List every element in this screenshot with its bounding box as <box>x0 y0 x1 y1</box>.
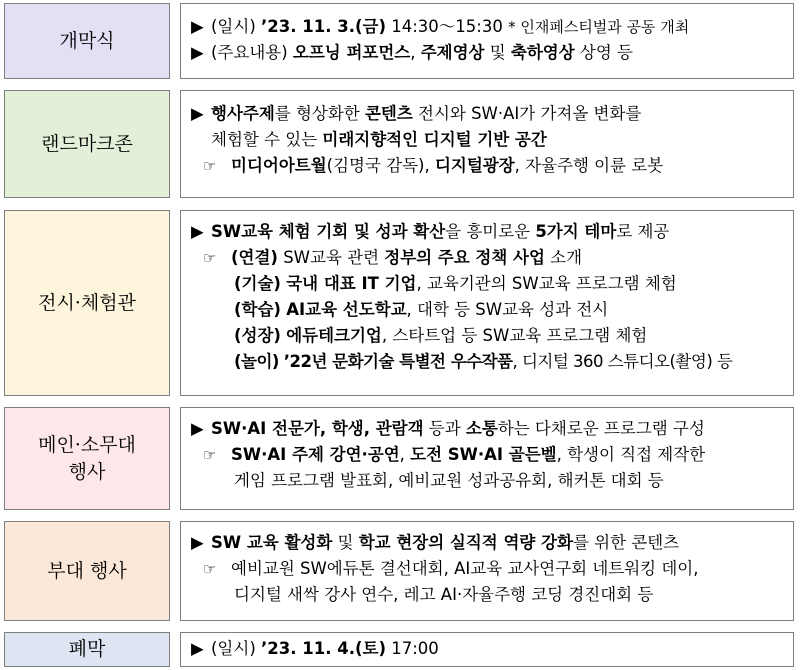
text-bold: SW·AI 전문가, 학생, 관람객 <box>211 419 424 438</box>
text-bold: ’22년 문화기술 특별전 우수작품 <box>283 352 513 371</box>
text: , 디지털 360 스튜디오(촬영) 등 <box>512 352 733 371</box>
text: 및 <box>484 43 511 62</box>
triangle-bullet-icon: ▶ <box>191 104 204 123</box>
row-closing <box>0 632 800 667</box>
main-line-3 <box>191 468 783 494</box>
text: 상영 등 <box>574 43 633 62</box>
text: 게임 프로그램 발표회, 예비교원 성과공유회, 해커톤 대회 등 <box>234 471 664 490</box>
row-side-events <box>0 521 800 621</box>
exhibit-line-6 <box>191 349 783 375</box>
exhibit-line-4 <box>191 297 783 323</box>
text-bold: 콘텐츠 <box>364 104 413 123</box>
row-opening <box>0 3 800 79</box>
text: , 교육기관의 SW교육 프로그램 체험 <box>416 274 677 293</box>
text-bold: SW교육 체험 기회 및 성과 확산 <box>211 222 446 241</box>
text: 등과 <box>423 419 466 438</box>
label-opening <box>4 3 170 79</box>
text: 하는 다채로운 프로그램 구성 <box>497 419 705 438</box>
label-side-events-text: 부대 행사 <box>47 559 127 582</box>
content-exhibit <box>180 210 794 396</box>
row-exhibit <box>0 210 800 396</box>
text-bold: 에듀테크기업 <box>286 326 382 345</box>
label-main-stage-line-1: 메인·소무대 <box>38 433 136 456</box>
label-exhibit-text: 전시·체험관 <box>38 291 136 314</box>
text: 체험할 수 있는 <box>211 130 323 149</box>
label-opening-text: 개막식 <box>59 29 115 52</box>
triangle-bullet-icon: ▶ <box>191 419 204 438</box>
text-bold: (학습) <box>234 300 281 319</box>
text-bold: ’23. 11. 3.(금) <box>261 17 386 36</box>
pointing-hand-icon: ☞ <box>203 560 217 578</box>
text: (김명국 감독), <box>326 156 435 175</box>
side-line-1 <box>191 530 783 556</box>
content-side-events <box>180 521 794 621</box>
text-bold: 오프닝 퍼포먼스 <box>292 43 411 62</box>
exhibit-line-1 <box>191 219 783 245</box>
triangle-bullet-icon: ▶ <box>191 222 204 241</box>
label-main-stage <box>4 407 170 510</box>
text-bold: AI교육 선도학교 <box>286 300 407 319</box>
text: 17:00 <box>386 639 439 658</box>
text-bold: 행사주제 <box>211 104 275 123</box>
text: 을 흥미로운 <box>445 222 536 241</box>
text-bold: 디지털광장 <box>434 156 515 175</box>
text-bold: (성장) <box>234 326 281 345</box>
label-landmark-text: 랜드마크존 <box>41 132 133 155</box>
text: 14:30～15:30 <box>386 17 509 36</box>
text: , 자율주행 이륜 로봇 <box>514 156 664 175</box>
exhibit-line-5 <box>191 323 783 349</box>
closing-line-1 <box>191 636 783 662</box>
text: , <box>399 445 411 464</box>
pointing-hand-icon: ☞ <box>203 446 217 464</box>
text-bold: (놀이) <box>234 352 279 371</box>
text-bold: (연결) <box>231 248 278 267</box>
text: 디지털 새싹 강사 연수, 레고 AI·자율주행 코딩 경진대회 등 <box>234 585 654 604</box>
text: 를 위한 콘텐츠 <box>572 533 680 552</box>
triangle-bullet-icon: ▶ <box>191 43 204 62</box>
text-bold: SW·AI 주제 강연·공연 <box>231 445 400 464</box>
triangle-bullet-icon: ▶ <box>191 17 204 36</box>
label-exhibit <box>4 210 170 396</box>
text: , <box>410 43 421 62</box>
text-bold: SW 교육 활성화 <box>211 533 333 552</box>
text-bold: 5가지 테마 <box>535 222 617 241</box>
text-bold: 미디어아트월 <box>231 156 327 175</box>
text-bold: 미래지향적인 디지털 기반 공간 <box>322 130 547 149</box>
main-line-2 <box>191 442 783 468</box>
label-closing-text: 폐막 <box>68 638 106 660</box>
row-landmark <box>0 90 800 198</box>
text: 예비교원 SW에듀톤 결선대회, AI교육 교사연구회 네트워킹 데이, <box>231 559 699 578</box>
text-note: * 인재페스티벌과 공동 개최 <box>508 18 690 36</box>
text: (주요내용) <box>211 43 293 62</box>
content-opening <box>180 3 794 79</box>
side-line-2 <box>191 556 783 582</box>
text: SW교육 관련 <box>277 248 385 267</box>
text-bold: 주제영상 <box>420 43 485 62</box>
exhibit-line-2 <box>191 245 783 271</box>
text: (일시) <box>211 639 261 658</box>
text: 및 <box>332 533 359 552</box>
content-landmark <box>180 90 794 198</box>
pointing-hand-icon: ☞ <box>203 249 217 267</box>
text: 전시와 SW·AI가 가져올 변화를 <box>412 104 642 123</box>
text: , 학생이 직접 제작한 <box>556 445 706 464</box>
label-closing <box>4 632 170 667</box>
label-side-events <box>4 521 170 621</box>
text-bold: 국내 대표 IT 기업 <box>286 274 417 293</box>
opening-line-2 <box>191 40 783 66</box>
side-line-3 <box>191 582 783 608</box>
text-bold: 축하영상 <box>510 43 575 62</box>
triangle-bullet-icon: ▶ <box>191 639 204 658</box>
text-bold: 도전 SW·AI 골든벨 <box>410 445 557 464</box>
row-main-stage <box>0 407 800 510</box>
content-closing <box>180 632 794 667</box>
text-bold: ’23. 11. 4.(토) <box>261 639 386 658</box>
text-bold: 학교 현장의 실직적 역량 강화 <box>358 533 573 552</box>
text-bold: (기술) <box>234 274 281 293</box>
text: 소개 <box>544 248 583 267</box>
landmark-line-3 <box>191 153 783 179</box>
text-bold: 정부의 주요 정책 사업 <box>384 248 545 267</box>
landmark-line-1 <box>191 101 783 127</box>
content-main-stage <box>180 407 794 510</box>
text-bold: 소통 <box>465 419 498 438</box>
main-line-1 <box>191 416 783 442</box>
exhibit-line-3 <box>191 271 783 297</box>
text: 로 제공 <box>616 222 670 241</box>
label-main-stage-line-2: 행사 <box>68 460 106 483</box>
triangle-bullet-icon: ▶ <box>191 533 204 552</box>
opening-line-1 <box>191 14 783 40</box>
pointing-hand-icon: ☞ <box>203 157 217 175</box>
text: , 스타트업 등 SW교육 프로그램 체험 <box>381 326 648 345</box>
text: 를 형상화한 <box>274 104 365 123</box>
label-landmark <box>4 90 170 198</box>
text: , 대학 등 SW교육 성과 전시 <box>406 300 609 319</box>
landmark-line-2 <box>191 127 783 153</box>
text: (일시) <box>211 17 261 36</box>
